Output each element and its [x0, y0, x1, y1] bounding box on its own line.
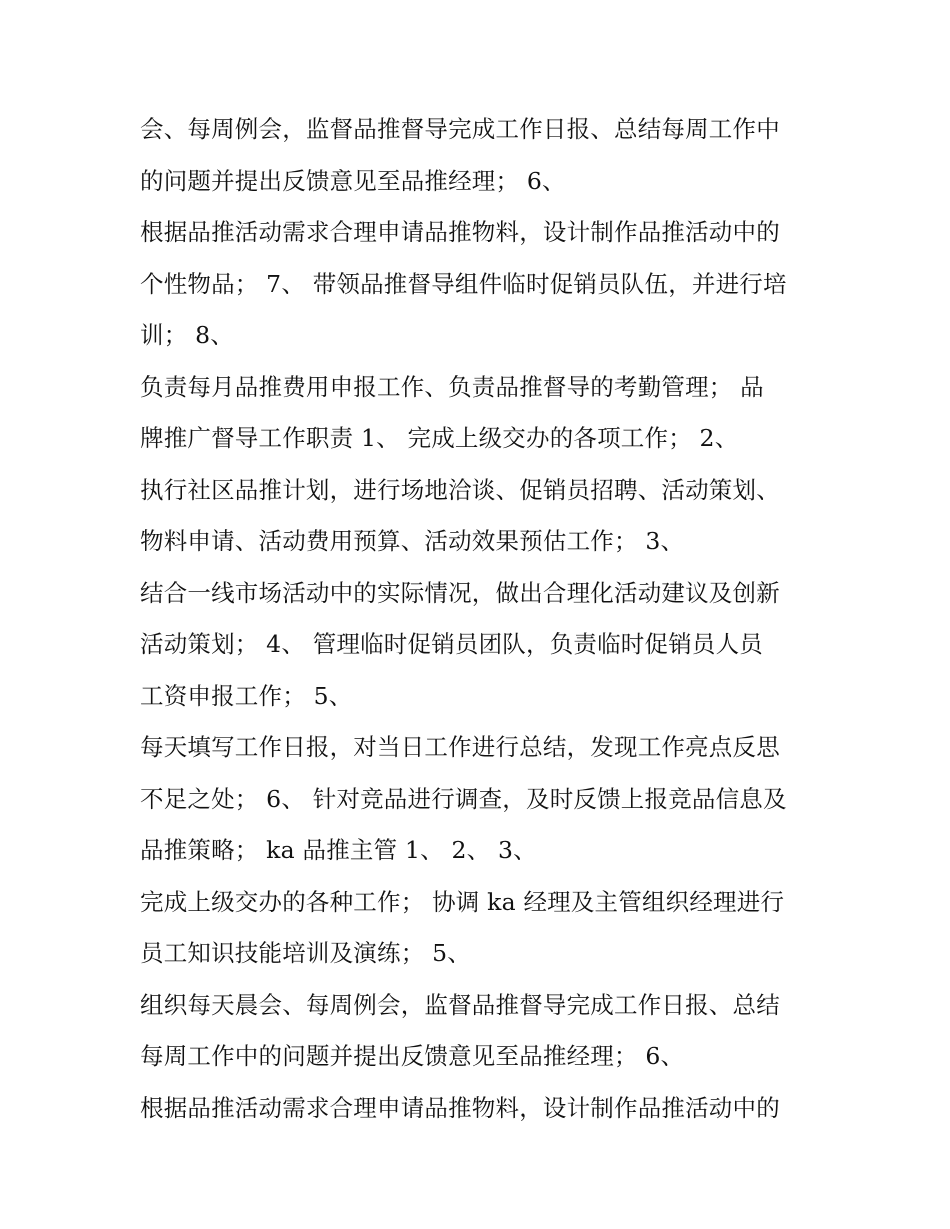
- text-line: 根据品推活动需求合理申请品推物料，设计制作品推活动中的: [140, 218, 780, 246]
- document-body: [140, 104, 820, 1134]
- text-line: 员工知识技能培训及演练； 5、: [140, 939, 471, 967]
- text-line: 训； 8、: [140, 321, 234, 349]
- text-line: 会、每周例会，监督品推督导完成工作日报、总结每周工作中: [140, 115, 780, 143]
- text-line: 负责每月品推费用申报工作、负责品推督导的考勤管理； 品: [140, 372, 764, 401]
- text-line: 牌推广督导工作职责 1、 完成上级交办的各项工作； 2、: [140, 424, 739, 452]
- text-line: 每周工作中的问题并提出反馈意见至品推经理； 6、: [140, 1042, 685, 1070]
- text-line: 品推策略； ka 品推主管 1、 2、 3、: [140, 836, 537, 864]
- text-line: 物料申请、活动费用预算、活动效果预估工作； 3、: [140, 527, 685, 555]
- text-line: 活动策划； 4、 管理临时促销员团队，负责临时促销员人员: [140, 630, 763, 658]
- text-line: 根据品推活动需求合理申请品推物料，设计制作品推活动中的: [140, 1093, 780, 1122]
- text-line: 结合一线市场活动中的实际情况，做出合理化活动建议及创新: [140, 578, 780, 607]
- text-line: 组织每天晨会、每周例会，监督品推督导完成工作日报、总结: [140, 990, 780, 1019]
- text-line: 执行社区品推计划，进行场地洽谈、促销员招聘、活动策划、: [140, 475, 780, 504]
- text-line: 个性物品； 7、 带领品推督导组件临时促销员队伍，并进行培: [140, 269, 787, 298]
- text-line: 工资申报工作； 5、: [140, 681, 353, 710]
- text-line: 的问题并提出反馈意见至品推经理； 6、: [140, 166, 566, 195]
- text-line: 完成上级交办的各种工作； 协调 ka 经理及主管组织经理进行: [140, 887, 785, 916]
- text-line: 每天填写工作日报，对当日工作进行总结，发现工作亮点反思: [140, 733, 780, 761]
- text-line: 不足之处； 6、 针对竞品进行调查，及时反馈上报竞品信息及: [140, 784, 787, 813]
